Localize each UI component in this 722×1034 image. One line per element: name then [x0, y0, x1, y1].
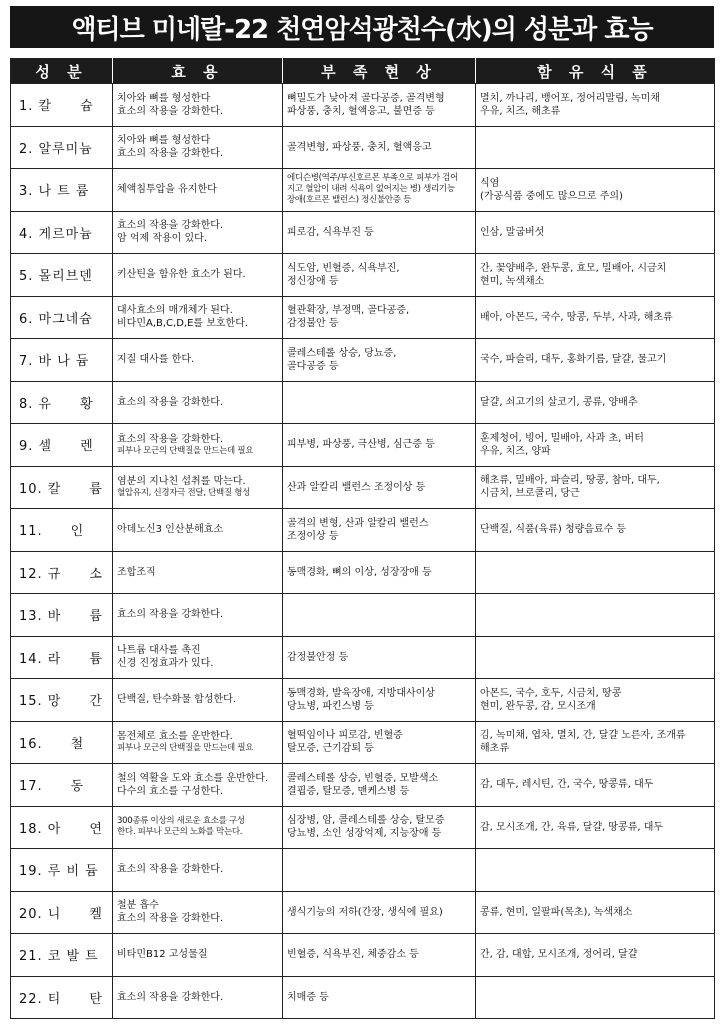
foods-cell: [476, 126, 715, 169]
effect-line: 몸전체로 효소를 운반한다.: [117, 731, 233, 743]
table-row: [11, 84, 715, 127]
component-name: 17. 동: [11, 764, 113, 807]
component-name: 9. 셀 렌: [11, 424, 113, 467]
effect-line: 혈압유지, 신경자극 전달, 단백질 형성: [117, 488, 251, 499]
header-effect: 효 용: [113, 59, 283, 84]
effect-cell: [113, 976, 283, 1019]
effect-line: 대사효소의 매개체가 된다.: [117, 305, 233, 317]
foods-cell: [476, 849, 715, 892]
foods-cell: [476, 381, 715, 424]
foods-line: 우유, 치즈, 양파: [480, 445, 551, 457]
deficiency-cell: [283, 594, 476, 637]
component-name: 18. 아 연: [11, 806, 113, 849]
table-row: [11, 551, 715, 594]
effect-cell: [113, 849, 283, 892]
deficiency-line: 지고 혈압이 내려 식욕이 없어지는 병) 생리기능: [287, 184, 455, 195]
component-name: 7. 바 나 듐: [11, 339, 113, 382]
table-row: [11, 806, 715, 849]
deficiency-line: 동맥경화, 발육장애, 지방대사이상: [287, 687, 435, 699]
effect-line: 철분 흡수: [117, 900, 159, 912]
deficiency-line: 빈혈증, 식욕부진, 체중감소 등: [287, 949, 419, 961]
foods-line: 멸치, 까나리, 뱅어포, 정어리말림, 녹미채: [480, 92, 660, 104]
effect-cell: [113, 339, 283, 382]
component-name: 4. 게르마늄: [11, 211, 113, 254]
effect-cell: [113, 169, 283, 212]
effect-cell: [113, 254, 283, 297]
effect-line: 아데노신3 인산분해효소: [117, 524, 224, 536]
effect-cell: [113, 509, 283, 552]
effect-cell: [113, 381, 283, 424]
foods-cell: [476, 806, 715, 849]
deficiency-cell: [283, 254, 476, 297]
foods-line: 김, 녹미채, 엽차, 멸치, 간, 달걀 노른자, 조개류: [480, 730, 686, 742]
effect-line: 비타민B12 고성물질: [117, 949, 208, 961]
foods-cell: [476, 891, 715, 934]
foods-cell: [476, 721, 715, 764]
table-row: [11, 594, 715, 637]
deficiency-cell: [283, 296, 476, 339]
foods-line: 배아, 아몬드, 국수, 땅콩, 두부, 사과, 해초류: [480, 311, 673, 323]
effect-line: 철의 역활을 도와 효소를 운반한다.: [117, 772, 269, 784]
component-name: 20. 니 켈: [11, 891, 113, 934]
deficiency-line: 동맥경화, 뼈의 이상, 성장장애 등: [287, 566, 432, 578]
deficiency-line: 정신장애 등: [287, 275, 339, 287]
deficiency-line: 탈모증, 근기감퇴 등: [287, 743, 374, 755]
table-body: [11, 84, 715, 1019]
foods-cell: [476, 466, 715, 509]
effect-line: 다수의 효소를 구성한다.: [117, 785, 224, 797]
effect-line: 치아와 뼈를 형성한다: [117, 92, 211, 104]
deficiency-cell: [283, 84, 476, 127]
effect-line: 효소의 작용을 강화한다.: [117, 864, 224, 876]
deficiency-cell: [283, 466, 476, 509]
effect-line: 효소의 작용을 강화한다.: [117, 220, 224, 232]
foods-line: 감, 모시조개, 간, 육류, 달걀, 땅콩류, 대두: [480, 821, 664, 833]
table-row: [11, 466, 715, 509]
table-row: [11, 169, 715, 212]
deficiency-cell: [283, 509, 476, 552]
effect-line: 암 억제 작용이 있다.: [117, 233, 207, 245]
effect-cell: [113, 296, 283, 339]
component-name: 11. 인: [11, 509, 113, 552]
deficiency-line: 피로감, 식욕부진 등: [287, 226, 374, 238]
deficiency-cell: [283, 169, 476, 212]
foods-line: 인삼, 말굽버섯: [480, 226, 545, 238]
foods-cell: [476, 934, 715, 977]
effect-cell: [113, 806, 283, 849]
foods-line: (가공식품 중에도 많으므로 주의): [480, 190, 623, 202]
effect-line: 효소의 작용을 강화한다.: [117, 609, 224, 621]
foods-cell: [476, 84, 715, 127]
table-row: [11, 424, 715, 467]
deficiency-line: 골다공증 등: [287, 360, 339, 372]
foods-line: 국수, 파슬리, 대두, 홍화기름, 달걀, 물고기: [480, 354, 667, 366]
table-header-row: [11, 59, 715, 84]
effect-line: 치아와 뼈를 형성한다: [117, 135, 211, 147]
foods-cell: [476, 509, 715, 552]
component-name: 2. 알루미늄: [11, 126, 113, 169]
deficiency-cell: [283, 636, 476, 679]
foods-line: 현미, 녹색채소: [480, 275, 545, 287]
table-row: [11, 849, 715, 892]
effect-cell: [113, 424, 283, 467]
effect-line: 효소의 작용을 강화한다.: [117, 991, 224, 1003]
foods-cell: [476, 296, 715, 339]
effect-line: 신경 진정효과가 있다.: [117, 658, 214, 670]
deficiency-line: 콜레스테롤 상승, 당뇨증,: [287, 347, 397, 359]
deficiency-line: 콜레스테롤 상승, 빈혈증, 모발색소: [287, 772, 439, 784]
component-name: 1. 칼 슘: [11, 84, 113, 127]
deficiency-cell: [283, 976, 476, 1019]
deficiency-cell: [283, 679, 476, 722]
effect-line: 300종류 이상의 새로운 효소를 구성: [117, 816, 245, 827]
foods-cell: [476, 169, 715, 212]
foods-cell: [476, 976, 715, 1019]
deficiency-line: 장애(호르몬 밸런스) 정신불안증 등: [287, 195, 411, 206]
effect-cell: [113, 764, 283, 807]
foods-line: 간, 감, 대합, 모시조개, 정어리, 달걀: [480, 949, 638, 961]
effect-line: 효소의 작용을 강화한다.: [117, 396, 224, 408]
effect-cell: [113, 891, 283, 934]
table-row: [11, 509, 715, 552]
deficiency-cell: [283, 806, 476, 849]
foods-line: 감, 대두, 레시틴, 간, 국수, 땅콩류, 대두: [480, 779, 654, 791]
foods-line: 간, 꽃양배추, 완두콩, 효모, 밀배아, 시금치: [480, 262, 667, 274]
foods-cell: [476, 551, 715, 594]
foods-cell: [476, 764, 715, 807]
deficiency-line: 생식기능의 저하(간장, 생식에 필요): [287, 906, 443, 918]
deficiency-line: 결핍증, 탈모증, 맨케스병 등: [287, 785, 410, 797]
component-name: 16. 철: [11, 721, 113, 764]
deficiency-line: 식도암, 빈혈증, 식욕부진,: [287, 262, 400, 274]
foods-line: 콩류, 현미, 일팔파(목초), 녹색채소: [480, 906, 633, 918]
effect-line: 효소의 작용을 강화한다.: [117, 913, 224, 925]
effect-cell: [113, 594, 283, 637]
foods-cell: [476, 339, 715, 382]
table-row: [11, 976, 715, 1019]
effect-cell: [113, 934, 283, 977]
table-row: [11, 296, 715, 339]
component-name: 3. 나 트 륨: [11, 169, 113, 212]
deficiency-line: 파상풍, 충치, 혈액응고, 불면증 등: [287, 105, 435, 117]
table-row: [11, 254, 715, 297]
foods-line: 단백질, 식품(육류) 청량음료수 등: [480, 524, 627, 536]
effect-line: 비다민A,B,C,D,E를 보호한다.: [117, 318, 249, 330]
effect-cell: [113, 551, 283, 594]
deficiency-line: 에디슨병(역주/부신호르몬 부족으로 피부가 검어: [287, 173, 459, 184]
deficiency-line: 조정이상 등: [287, 530, 339, 542]
table-row: [11, 934, 715, 977]
deficiency-line: 당뇨병, 소인 성장억제, 지능장애 등: [287, 828, 442, 840]
deficiency-line: 당뇨병, 파킨스병 등: [287, 700, 374, 712]
component-name: 15. 망 간: [11, 679, 113, 722]
deficiency-cell: [283, 891, 476, 934]
table-row: [11, 339, 715, 382]
effect-cell: [113, 126, 283, 169]
effect-line: 한다. 피부나 모근의 노화를 막는다.: [117, 827, 243, 838]
foods-line: 우유, 치즈, 해초류: [480, 105, 561, 117]
foods-cell: [476, 254, 715, 297]
deficiency-cell: [283, 339, 476, 382]
component-name: 19. 루 비 듐: [11, 849, 113, 892]
effect-line: 염분의 지나친 섭취를 막는다.: [117, 476, 246, 488]
foods-line: 현미, 완두콩, 감, 모시조개: [480, 700, 596, 712]
effect-line: 지질 대사를 한다.: [117, 354, 195, 366]
deficiency-cell: [283, 721, 476, 764]
deficiency-line: 피부병, 파상풍, 극산병, 심근증 등: [287, 439, 435, 451]
component-name: 5. 몰리브덴: [11, 254, 113, 297]
foods-line: 달걀, 쇠고기의 살코기, 콩류, 양배추: [480, 396, 638, 408]
component-name: 8. 유 황: [11, 381, 113, 424]
deficiency-line: 골격의 변형, 산과 알칼리 밸런스: [287, 517, 429, 529]
effect-line: 조합조직: [117, 566, 156, 578]
component-name: 10. 칼 륨: [11, 466, 113, 509]
component-name: 13. 바 륨: [11, 594, 113, 637]
deficiency-line: 감정불안정 등: [287, 651, 349, 663]
effect-line: 단백질, 탄수화물 합성한다.: [117, 694, 236, 706]
header-deficiency: 부 족 현 상: [283, 59, 476, 84]
effect-cell: [113, 84, 283, 127]
effect-cell: [113, 466, 283, 509]
table-row: [11, 679, 715, 722]
deficiency-cell: [283, 381, 476, 424]
effect-line: 키산틴을 함유한 효소가 된다.: [117, 269, 246, 281]
effect-line: 피부나 모근의 단백질을 만드는데 필요: [117, 445, 254, 456]
table-row: [11, 211, 715, 254]
foods-line: 해초류: [480, 743, 509, 755]
deficiency-cell: [283, 211, 476, 254]
page-title: 액티브 미네랄-22 천연암석광천수(水)의 성분과 효능: [10, 6, 714, 48]
effect-line: 효소의 작용을 강화한다.: [117, 433, 224, 445]
foods-cell: [476, 424, 715, 467]
foods-cell: [476, 636, 715, 679]
foods-line: 아몬드, 국수, 호두, 시금치, 땅콩: [480, 687, 622, 699]
effect-line: 나트륨 대사를 촉진: [117, 645, 201, 657]
deficiency-cell: [283, 424, 476, 467]
effect-cell: [113, 679, 283, 722]
effect-line: 효소의 작용을 강화한다.: [117, 105, 224, 117]
table-row: [11, 721, 715, 764]
deficiency-cell: [283, 551, 476, 594]
component-name: 22. 티 탄: [11, 976, 113, 1019]
deficiency-line: 심장병, 암, 콜레스테롤 상승, 탈모증: [287, 815, 445, 827]
effect-line: 피부나 모근의 단백질을 만드는데 필요: [117, 743, 254, 754]
foods-line: 식염: [480, 177, 500, 189]
deficiency-line: 혈떡임이나 피로감, 빈혈증: [287, 730, 403, 742]
component-name: 14. 라 튬: [11, 636, 113, 679]
foods-line: 시금치, 브로콜리, 당근: [480, 488, 580, 500]
foods-line: 훈제청어, 빙어, 밀배아, 사과 초, 버터: [480, 432, 644, 444]
deficiency-line: 혈관확장, 부정맥, 골다공증,: [287, 305, 410, 317]
table-row: [11, 126, 715, 169]
component-name: 12. 규 소: [11, 551, 113, 594]
component-name: 21. 코 발 트: [11, 934, 113, 977]
effect-cell: [113, 721, 283, 764]
table-row: [11, 636, 715, 679]
foods-cell: [476, 594, 715, 637]
deficiency-cell: [283, 764, 476, 807]
effect-line: 체액침투압을 유지한다: [117, 184, 217, 196]
foods-line: 해초류, 밀배아, 파슬리, 땅콩, 참마, 대두,: [480, 475, 660, 487]
header-component: 성 분: [11, 59, 113, 84]
deficiency-line: 골격변형, 파상풍, 충치, 혈액응고: [287, 141, 432, 153]
deficiency-line: 산과 알칼리 밸런스 조정이상 등: [287, 481, 426, 493]
foods-cell: [476, 211, 715, 254]
table-row: [11, 381, 715, 424]
header-foods: 함 유 식 품: [476, 59, 715, 84]
table-row: [11, 764, 715, 807]
deficiency-cell: [283, 126, 476, 169]
effect-line: 효소의 작용을 강화한다.: [117, 148, 224, 160]
foods-cell: [476, 679, 715, 722]
component-name: 6. 마그네슘: [11, 296, 113, 339]
deficiency-line: 뼈밀도가 낮아져 골다공증, 골격변형: [287, 92, 445, 104]
deficiency-cell: [283, 849, 476, 892]
deficiency-cell: [283, 934, 476, 977]
mineral-table: [10, 58, 715, 1019]
table-row: [11, 891, 715, 934]
deficiency-line: 감정불안 등: [287, 318, 339, 330]
deficiency-line: 치매증 등: [287, 991, 329, 1003]
effect-cell: [113, 211, 283, 254]
effect-cell: [113, 636, 283, 679]
